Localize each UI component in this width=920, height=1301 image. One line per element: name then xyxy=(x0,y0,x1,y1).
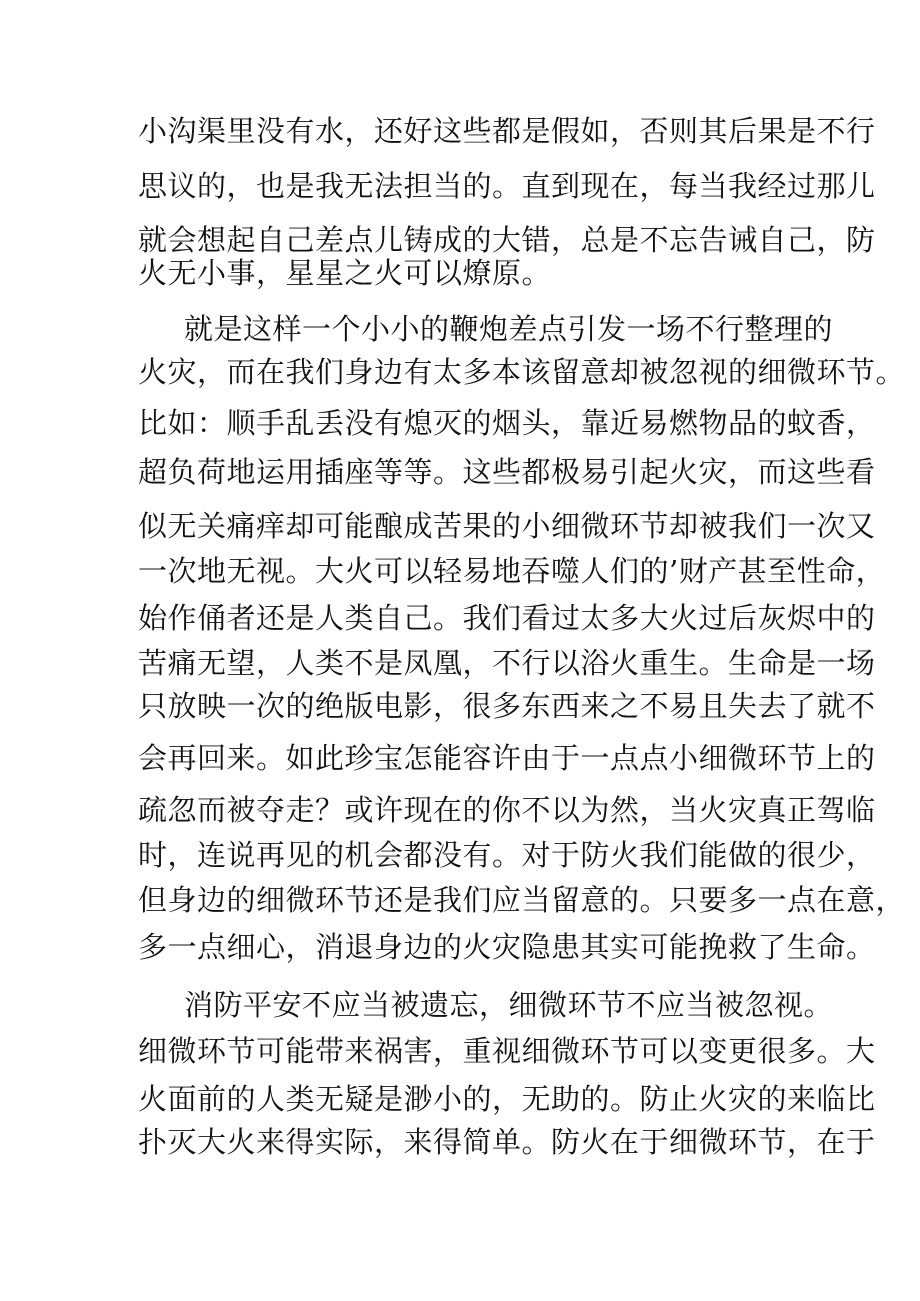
text-line: 只放映一次的绝版电影，很多东西来之不易且失去了就不 xyxy=(138,689,876,723)
text-line: 火无小事，星星之火可以燎原。 xyxy=(138,256,552,290)
text-line: 就会想起自己差点儿铸成的大错，总是不忘告诫自己，防 xyxy=(138,223,876,257)
text-line: 火面前的人类无疑是渺小的，无助的。防止火灾的来临比 xyxy=(138,1082,876,1116)
text-line: 苦痛无望，人类不是凤凰，不行以浴火重生。生命是一场 xyxy=(138,646,876,680)
text-line: 一次地无视。大火可以轻易地吞噬人们的’财产甚至性命， xyxy=(138,554,886,588)
text-line: 扑灭大火来得实际，来得简单。防火在于细微环节，在于 xyxy=(138,1125,876,1159)
text-line: 细微环节可能带来祸害，重视细微环节可以变更很多。大 xyxy=(138,1034,876,1068)
text-line: 但身边的细微环节还是我们应当留意的。只要多一点在意， xyxy=(138,883,906,917)
text-line: 超负荷地运用插座等等。这些都极易引起火灾，而这些看 xyxy=(138,455,876,489)
text-line: 就是这样一个小小的鞭炮差点引发一场不行整理的 xyxy=(184,312,834,346)
text-line: 始作俑者还是人类自己。我们看过太多大火过后灰烬中的 xyxy=(138,601,876,635)
text-line: 似无关痛痒却可能酿成苦果的小细微环节却被我们一次又 xyxy=(138,509,876,543)
text-line: 思议的，也是我无法担当的。直到现在，每当我经过那儿 xyxy=(138,169,876,203)
text-line: 疏忽而被夺走？或许现在的你不以为然，当火灾真正驾临 xyxy=(138,793,876,827)
text-line: 会再回来。如此珍宝怎能容许由于一点点小细微环节上的 xyxy=(138,741,876,775)
text-line: 时，连说再见的机会都没有。对于防火我们能做的很少， xyxy=(138,838,876,872)
text-line: 火灾，而在我们身边有太多本该留意却被忽视的细微环节。 xyxy=(138,355,906,389)
text-line: 多一点细心，消退身边的火灾隐患其实可能挽救了生命。 xyxy=(138,930,876,964)
text-line: 比如：顺手乱丢没有熄灭的烟头，靠近易燃物品的蚊香， xyxy=(138,406,876,440)
text-line: 小沟渠里没有水，还好这些都是假如，否则其后果是不行 xyxy=(138,114,876,148)
text-line: 消防平安不应当被遗忘，细微环节不应当被忽视。 xyxy=(184,988,834,1022)
